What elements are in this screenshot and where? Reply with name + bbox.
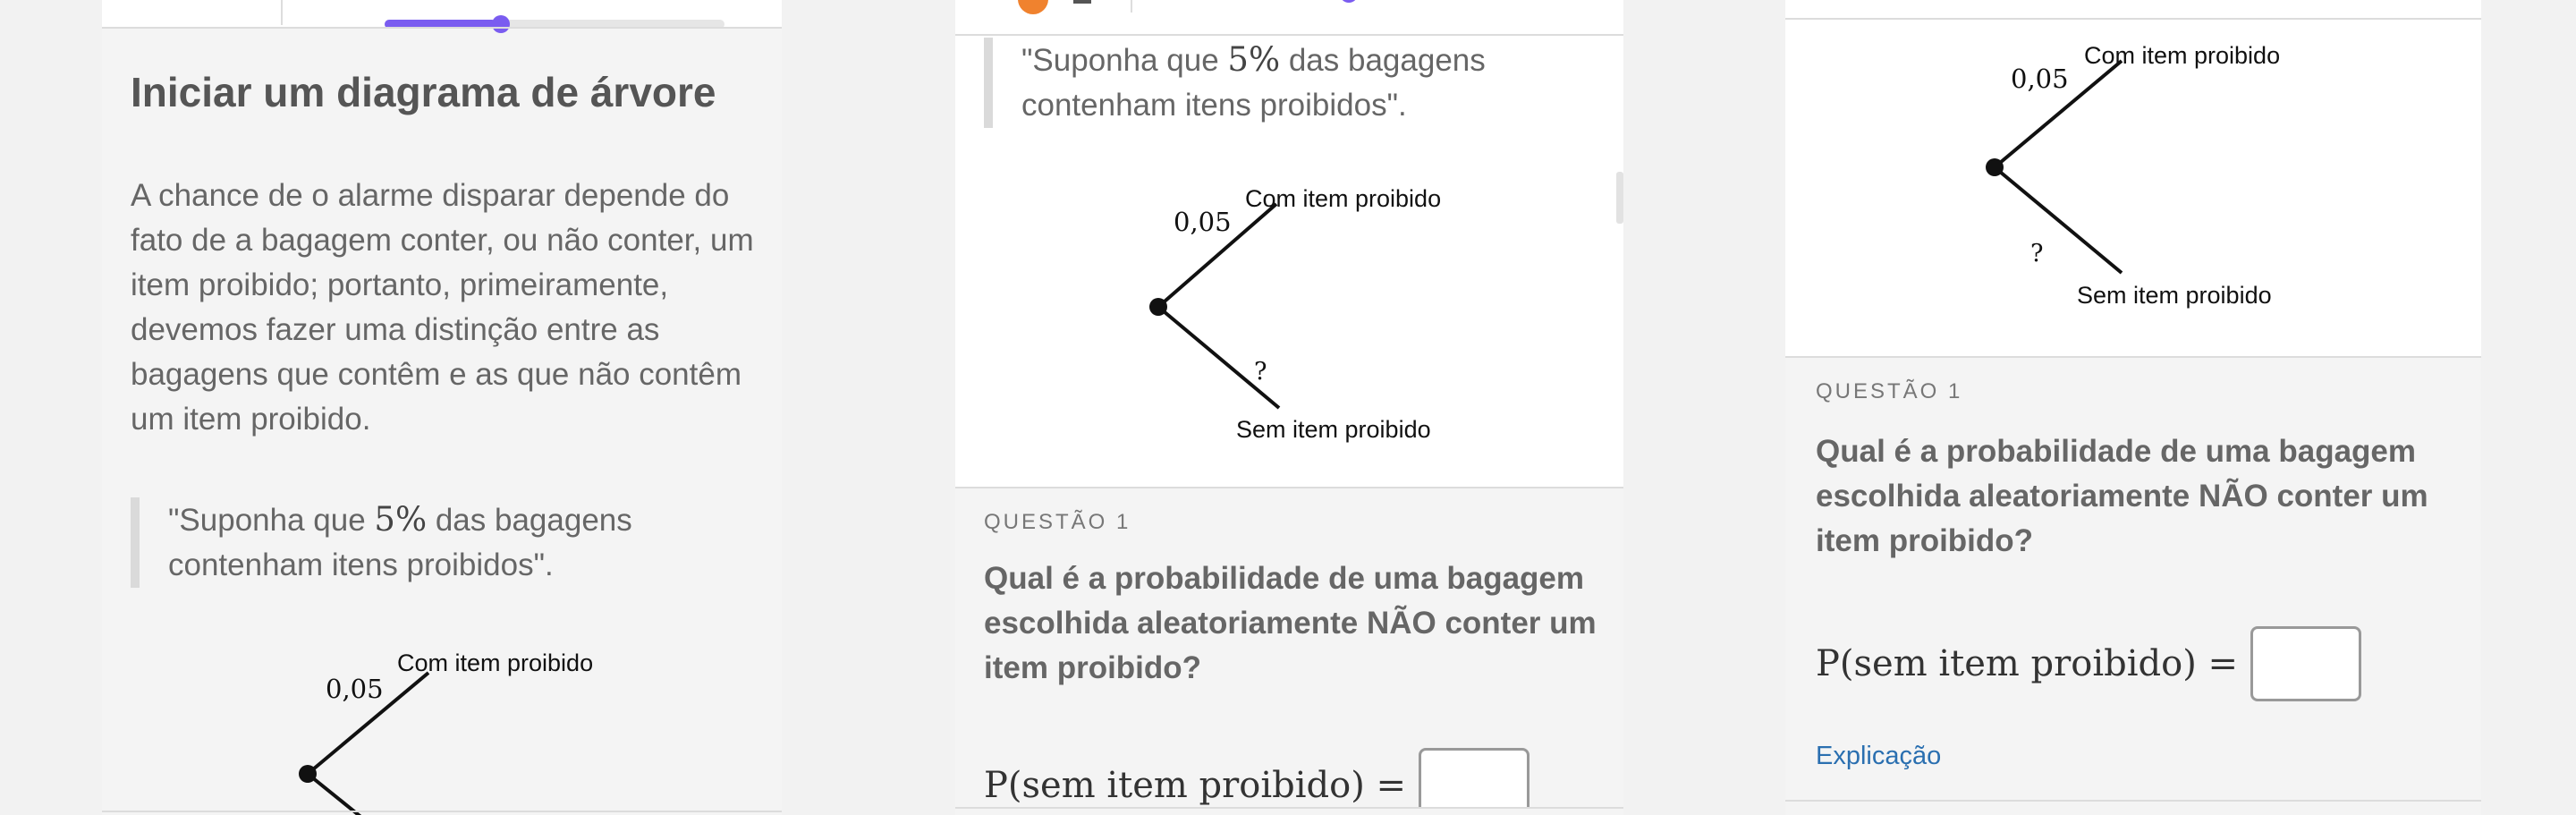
quote-block bbox=[984, 38, 1594, 128]
progress-knob[interactable] bbox=[492, 15, 510, 33]
tree-bottom-label: Sem item proibido bbox=[2077, 282, 2272, 309]
header-separator bbox=[1785, 18, 2481, 20]
answer-input[interactable] bbox=[1419, 748, 1530, 815]
tree-diagram bbox=[281, 637, 657, 815]
question-label: QUESTÃO 1 bbox=[1816, 379, 1963, 403]
quote-prefix: "Suponha que bbox=[168, 503, 375, 538]
answer-formula bbox=[1816, 626, 2361, 701]
question-label: QUESTÃO 1 bbox=[984, 510, 1131, 534]
header-separator bbox=[102, 27, 782, 29]
progress-header bbox=[102, 0, 782, 29]
answer-input[interactable] bbox=[2250, 626, 2361, 701]
tree-diagram bbox=[1129, 177, 1504, 454]
quote-value: 5% bbox=[374, 500, 428, 539]
scrollbar-handle[interactable] bbox=[1616, 172, 1623, 224]
page-title: Iniciar um diagrama de árvore bbox=[131, 69, 716, 115]
tree-top-label: Com item proibido bbox=[1245, 185, 1442, 212]
question-separator bbox=[1785, 356, 2481, 358]
lesson-panel-left bbox=[102, 0, 782, 815]
menu-icon[interactable] bbox=[1073, 0, 1091, 4]
bottom-separator bbox=[1785, 800, 2481, 802]
bottom-edge bbox=[955, 807, 1623, 815]
tree-top-label: Com item proibido bbox=[397, 649, 594, 676]
question-text: Qual é a probabilidade de uma bagagem escolhida aleatoriamente NÃO conter um item proibido? bbox=[984, 561, 1597, 685]
tree-top-prob: 0,05 bbox=[326, 674, 384, 704]
tree-root-node bbox=[1149, 298, 1167, 316]
tree-branch-bottom bbox=[1995, 167, 2122, 273]
tree-top-label: Com item proibido bbox=[2084, 42, 2281, 69]
tree-top-prob: 0,05 bbox=[2011, 64, 2069, 94]
header-divider bbox=[1131, 0, 1132, 13]
quote-block bbox=[131, 497, 741, 588]
answer-formula bbox=[984, 748, 1530, 815]
tree-bottom-prob: ? bbox=[1254, 358, 1267, 386]
lesson-panel-right bbox=[1785, 0, 2481, 815]
progress-knob[interactable] bbox=[1340, 0, 1358, 3]
tree-top-prob: 0,05 bbox=[1174, 207, 1232, 237]
quote-suffix: das bagagens contenham itens proibidos". bbox=[1021, 43, 1486, 123]
tree-root-node bbox=[1986, 158, 2004, 176]
progress-header bbox=[955, 0, 1623, 29]
bottom-separator bbox=[102, 811, 782, 812]
formula-text: P(sem item proibido) = bbox=[1816, 643, 2239, 684]
tree-diagram bbox=[1962, 36, 2338, 322]
tree-bottom-label: Sem item proibido bbox=[1236, 416, 1431, 443]
orange-status-icon bbox=[1018, 0, 1048, 14]
intro-paragraph: A chance de o alarme disparar depende do fato de a bagagem conter, ou não conter, um item proibido; portanto, primeiramente, devemos fazer uma distinção entre as bagagens que contêm e as que não contêm um item proibido. bbox=[131, 178, 754, 437]
header-separator bbox=[955, 34, 1623, 36]
explanation-link[interactable]: Explicação bbox=[1816, 742, 1942, 770]
quote-value: 5% bbox=[1227, 40, 1281, 79]
quote-suffix: das bagagens contenham itens proibidos". bbox=[168, 503, 632, 582]
tree-bottom-prob: ? bbox=[2030, 240, 2044, 267]
tree-root-node bbox=[299, 765, 317, 783]
lesson-panel-middle bbox=[955, 0, 1623, 815]
question-separator bbox=[955, 487, 1623, 488]
header-divider bbox=[281, 0, 283, 25]
tree-branch-bottom bbox=[308, 774, 428, 815]
formula-text: P(sem item proibido) = bbox=[984, 765, 1407, 806]
question-text: Qual é a probabilidade de uma bagagem escolhida aleatoriamente NÃO conter um item proibido? bbox=[1816, 434, 2428, 558]
quote-prefix: "Suponha que bbox=[1021, 43, 1228, 78]
